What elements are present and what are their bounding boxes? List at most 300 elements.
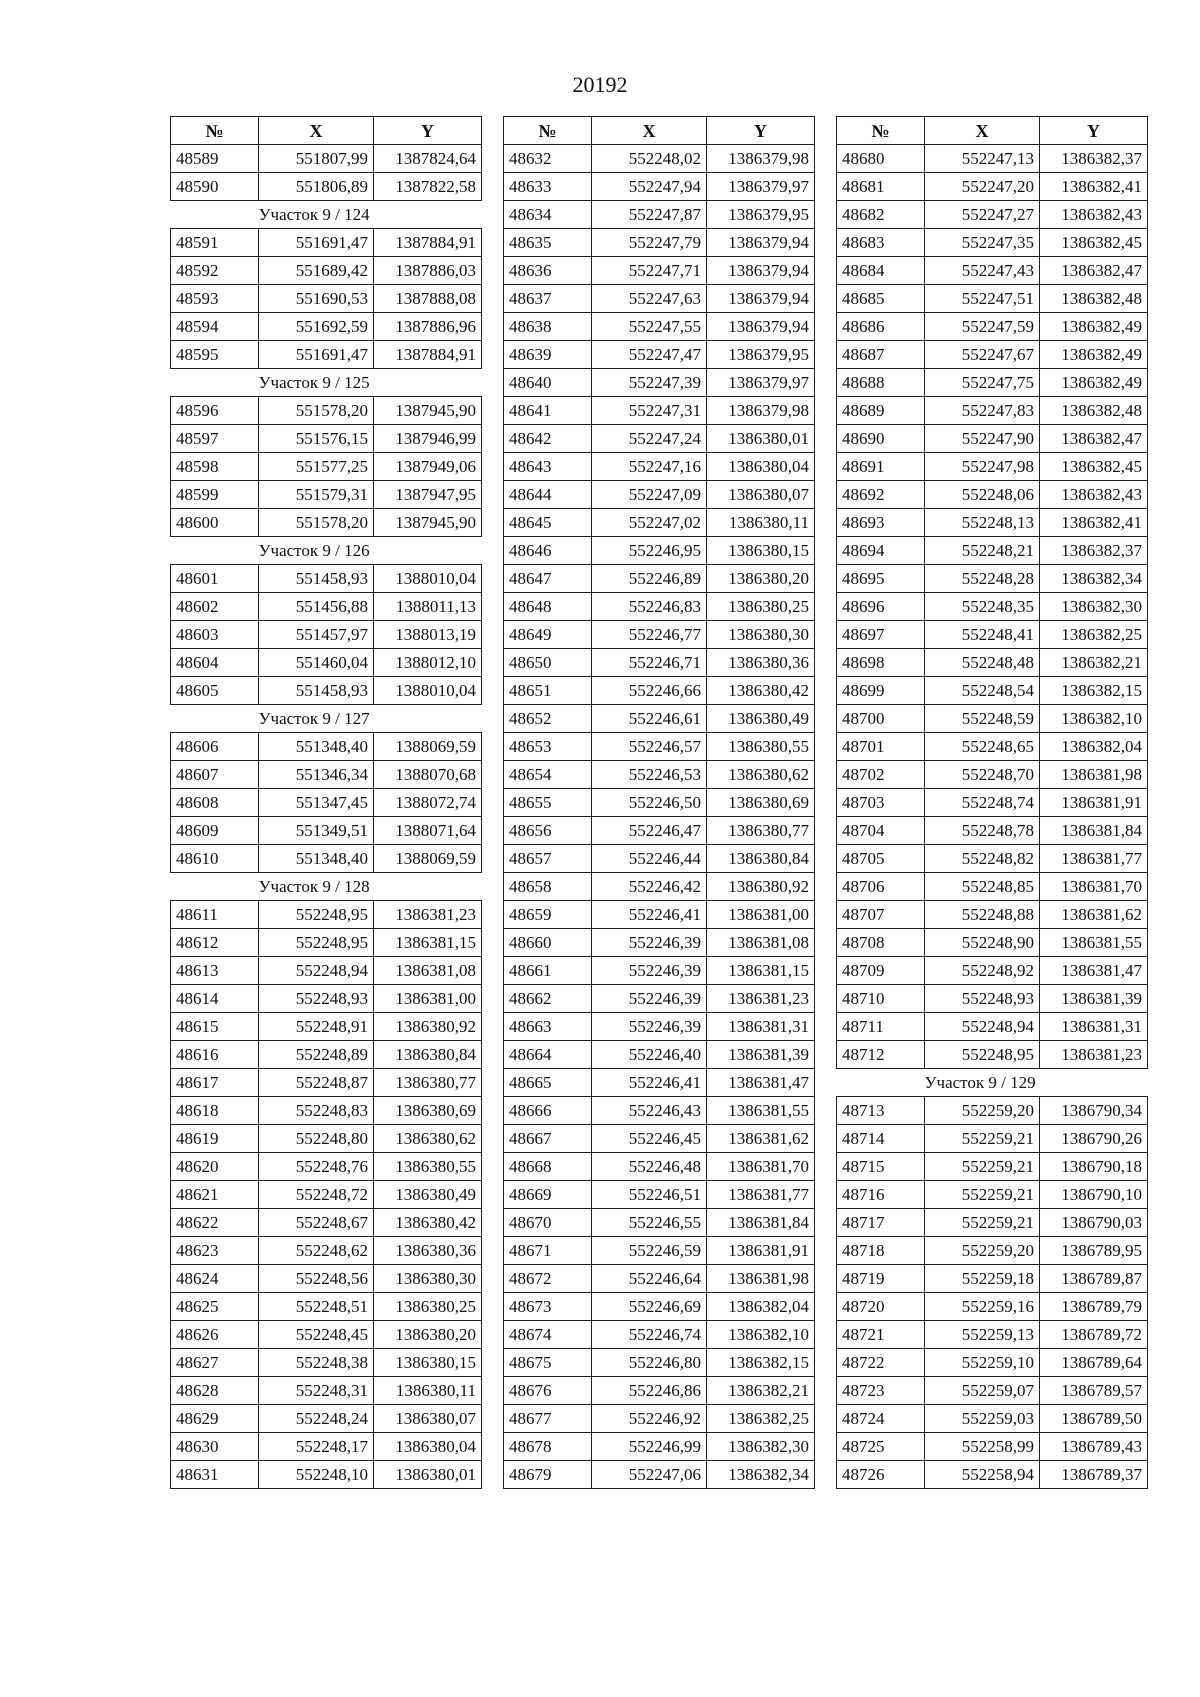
x-coordinate-cell: 552246,77 (592, 621, 707, 649)
x-coordinate-cell: 552248,24 (259, 1405, 374, 1433)
x-coordinate-cell: 552248,72 (259, 1181, 374, 1209)
x-coordinate-cell: 551347,45 (259, 789, 374, 817)
point-number-cell: 48650 (504, 649, 592, 677)
table-row (504, 229, 815, 257)
y-coordinate-cell: 1386379,94 (707, 285, 815, 313)
x-coordinate-cell: 552246,41 (592, 901, 707, 929)
y-coordinate-cell: 1387945,90 (374, 397, 482, 425)
table-row (504, 817, 815, 845)
point-number-cell: 48698 (837, 649, 925, 677)
x-coordinate-cell: 552248,83 (259, 1097, 374, 1125)
x-coordinate-cell: 552248,94 (925, 1013, 1040, 1041)
x-coordinate-cell: 552248,95 (259, 929, 374, 957)
x-coordinate-cell: 551348,40 (259, 733, 374, 761)
table-row (837, 313, 1148, 341)
y-coordinate-cell: 1386382,34 (707, 1461, 815, 1489)
table-row (171, 313, 482, 341)
table-row (837, 1013, 1148, 1041)
point-number-cell: 48595 (171, 341, 259, 369)
point-number-cell: 48625 (171, 1293, 259, 1321)
table-row (504, 1041, 815, 1069)
y-coordinate-cell: 1388069,59 (374, 733, 482, 761)
table-header-row (837, 117, 1148, 145)
point-number-cell: 48610 (171, 845, 259, 873)
x-coordinate-cell: 552246,45 (592, 1125, 707, 1153)
y-coordinate-cell: 1386380,84 (707, 845, 815, 873)
x-coordinate-cell: 552248,35 (925, 593, 1040, 621)
point-number-cell: 48596 (171, 397, 259, 425)
x-coordinate-cell: 551346,34 (259, 761, 374, 789)
table-row (837, 201, 1148, 229)
point-number-cell: 48680 (837, 145, 925, 173)
x-coordinate-cell: 552246,39 (592, 1013, 707, 1041)
table-row (171, 257, 482, 285)
point-number-cell: 48712 (837, 1041, 925, 1069)
table-row (837, 621, 1148, 649)
table-row (504, 453, 815, 481)
table-row (504, 1405, 815, 1433)
table-row (171, 425, 482, 453)
x-coordinate-cell: 552247,06 (592, 1461, 707, 1489)
point-number-cell: 48679 (504, 1461, 592, 1489)
y-coordinate-cell: 1386380,69 (374, 1097, 482, 1125)
table-row (837, 537, 1148, 565)
point-number-cell: 48716 (837, 1181, 925, 1209)
y-coordinate-cell: 1386379,94 (707, 313, 815, 341)
y-coordinate-cell: 1386379,94 (707, 257, 815, 285)
point-number-cell: 48634 (504, 201, 592, 229)
y-coordinate-cell: 1386382,47 (1040, 425, 1148, 453)
point-number-cell: 48645 (504, 509, 592, 537)
x-coordinate-cell: 552248,82 (925, 845, 1040, 873)
column-header-x: X (592, 117, 707, 145)
x-coordinate-cell: 552246,47 (592, 817, 707, 845)
point-number-cell: 48707 (837, 901, 925, 929)
point-number-cell: 48724 (837, 1405, 925, 1433)
table-row (504, 1461, 815, 1489)
x-coordinate-cell: 552247,43 (925, 257, 1040, 285)
y-coordinate-cell: 1386379,95 (707, 341, 815, 369)
table-row (837, 1293, 1148, 1321)
y-coordinate-cell: 1386381,55 (707, 1097, 815, 1125)
table-row (171, 397, 482, 425)
point-number-cell: 48676 (504, 1377, 592, 1405)
point-number-cell: 48673 (504, 1293, 592, 1321)
table-row (837, 957, 1148, 985)
x-coordinate-cell: 552246,80 (592, 1349, 707, 1377)
point-number-cell: 48646 (504, 537, 592, 565)
point-number-cell: 48701 (837, 733, 925, 761)
table-row (837, 369, 1148, 397)
point-number-cell: 48714 (837, 1125, 925, 1153)
table-row (171, 173, 482, 201)
y-coordinate-cell: 1386381,47 (1040, 957, 1148, 985)
x-coordinate-cell: 551691,47 (259, 341, 374, 369)
point-number-cell: 48677 (504, 1405, 592, 1433)
y-coordinate-cell: 1388010,04 (374, 565, 482, 593)
x-coordinate-cell: 552248,94 (259, 957, 374, 985)
table-row (504, 341, 815, 369)
y-coordinate-cell: 1386382,48 (1040, 397, 1148, 425)
x-coordinate-cell: 552246,61 (592, 705, 707, 733)
y-coordinate-cell: 1386789,72 (1040, 1321, 1148, 1349)
x-coordinate-cell: 552247,63 (592, 285, 707, 313)
point-number-cell: 48603 (171, 621, 259, 649)
point-number-cell: 48668 (504, 1153, 592, 1181)
x-coordinate-cell: 551460,04 (259, 649, 374, 677)
point-number-cell: 48626 (171, 1321, 259, 1349)
point-number-cell: 48670 (504, 1209, 592, 1237)
y-coordinate-cell: 1386380,11 (707, 509, 815, 537)
table-row (171, 1405, 482, 1433)
table-row (171, 761, 482, 789)
table-row (171, 1377, 482, 1405)
y-coordinate-cell: 1386790,03 (1040, 1209, 1148, 1237)
y-coordinate-cell: 1386382,15 (707, 1349, 815, 1377)
table-row (504, 761, 815, 789)
table-row (171, 789, 482, 817)
table-row (837, 761, 1148, 789)
y-coordinate-cell: 1388072,74 (374, 789, 482, 817)
table-row (504, 733, 815, 761)
point-number-cell: 48600 (171, 509, 259, 537)
point-number-cell: 48591 (171, 229, 259, 257)
column-header-y: Y (707, 117, 815, 145)
point-number-cell: 48642 (504, 425, 592, 453)
point-number-cell: 48718 (837, 1237, 925, 1265)
table-row (837, 1321, 1148, 1349)
point-number-cell: 48681 (837, 173, 925, 201)
table-row (837, 1377, 1148, 1405)
point-number-cell: 48675 (504, 1349, 592, 1377)
point-number-cell: 48705 (837, 845, 925, 873)
x-coordinate-cell: 552246,71 (592, 649, 707, 677)
x-coordinate-cell: 551692,59 (259, 313, 374, 341)
point-number-cell: 48694 (837, 537, 925, 565)
point-number-cell: 48715 (837, 1153, 925, 1181)
x-coordinate-cell: 551457,97 (259, 621, 374, 649)
table-row (837, 1209, 1148, 1237)
point-number-cell: 48664 (504, 1041, 592, 1069)
x-coordinate-cell: 552246,66 (592, 677, 707, 705)
section-row (171, 873, 482, 901)
y-coordinate-cell: 1386381,23 (707, 985, 815, 1013)
point-number-cell: 48687 (837, 341, 925, 369)
x-coordinate-cell: 551690,53 (259, 285, 374, 313)
table-row (171, 593, 482, 621)
x-coordinate-cell: 552246,50 (592, 789, 707, 817)
y-coordinate-cell: 1388071,64 (374, 817, 482, 845)
table-row (171, 1013, 482, 1041)
point-number-cell: 48622 (171, 1209, 259, 1237)
point-number-cell: 48719 (837, 1265, 925, 1293)
point-number-cell: 48703 (837, 789, 925, 817)
x-coordinate-cell: 552248,91 (259, 1013, 374, 1041)
y-coordinate-cell: 1386382,47 (1040, 257, 1148, 285)
x-coordinate-cell: 552259,21 (925, 1153, 1040, 1181)
point-number-cell: 48695 (837, 565, 925, 593)
y-coordinate-cell: 1386381,62 (1040, 901, 1148, 929)
y-coordinate-cell: 1386380,20 (374, 1321, 482, 1349)
x-coordinate-cell: 552246,59 (592, 1237, 707, 1265)
point-number-cell: 48648 (504, 593, 592, 621)
point-number-cell: 48639 (504, 341, 592, 369)
x-coordinate-cell: 551806,89 (259, 173, 374, 201)
y-coordinate-cell: 1386381,31 (707, 1013, 815, 1041)
point-number-cell: 48690 (837, 425, 925, 453)
table-row (171, 929, 482, 957)
point-number-cell: 48683 (837, 229, 925, 257)
x-coordinate-cell: 552248,78 (925, 817, 1040, 845)
x-coordinate-cell: 551689,42 (259, 257, 374, 285)
y-coordinate-cell: 1386380,04 (707, 453, 815, 481)
x-coordinate-cell: 551577,25 (259, 453, 374, 481)
y-coordinate-cell: 1386380,77 (374, 1069, 482, 1097)
table-row (504, 1097, 815, 1125)
section-title: Участок 9 / 127 (171, 705, 482, 733)
point-number-cell: 48666 (504, 1097, 592, 1125)
table-row (171, 817, 482, 845)
y-coordinate-cell: 1386381,08 (707, 929, 815, 957)
x-coordinate-cell: 552247,24 (592, 425, 707, 453)
x-coordinate-cell: 552248,51 (259, 1293, 374, 1321)
section-title: Участок 9 / 126 (171, 537, 482, 565)
table-row (504, 397, 815, 425)
table-row (171, 1237, 482, 1265)
x-coordinate-cell: 551578,20 (259, 509, 374, 537)
x-coordinate-cell: 552247,13 (925, 145, 1040, 173)
table-row (171, 985, 482, 1013)
point-number-cell: 48637 (504, 285, 592, 313)
y-coordinate-cell: 1386381,31 (1040, 1013, 1148, 1041)
table-row (171, 1265, 482, 1293)
x-coordinate-cell: 552259,21 (925, 1125, 1040, 1153)
y-coordinate-cell: 1386382,49 (1040, 313, 1148, 341)
table-row (837, 425, 1148, 453)
y-coordinate-cell: 1386380,36 (374, 1237, 482, 1265)
x-coordinate-cell: 552248,21 (925, 537, 1040, 565)
x-coordinate-cell: 552247,09 (592, 481, 707, 509)
y-coordinate-cell: 1386379,94 (707, 229, 815, 257)
column-header-y: Y (374, 117, 482, 145)
table-row (504, 369, 815, 397)
x-coordinate-cell: 551579,31 (259, 481, 374, 509)
table-row (837, 1153, 1148, 1181)
x-coordinate-cell: 552247,71 (592, 257, 707, 285)
y-coordinate-cell: 1386380,55 (374, 1153, 482, 1181)
column-header-no: № (837, 117, 925, 145)
table-row (837, 1125, 1148, 1153)
y-coordinate-cell: 1386790,18 (1040, 1153, 1148, 1181)
x-coordinate-cell: 552248,65 (925, 733, 1040, 761)
point-number-cell: 48615 (171, 1013, 259, 1041)
point-number-cell: 48623 (171, 1237, 259, 1265)
point-number-cell: 48669 (504, 1181, 592, 1209)
y-coordinate-cell: 1388010,04 (374, 677, 482, 705)
table-row (837, 1349, 1148, 1377)
point-number-cell: 48672 (504, 1265, 592, 1293)
coordinates-table-3 (836, 116, 1148, 1489)
point-number-cell: 48693 (837, 509, 925, 537)
y-coordinate-cell: 1386380,20 (707, 565, 815, 593)
point-number-cell: 48611 (171, 901, 259, 929)
y-coordinate-cell: 1386382,41 (1040, 509, 1148, 537)
section-title: Участок 9 / 129 (837, 1069, 1148, 1097)
point-number-cell: 48594 (171, 313, 259, 341)
table-row (504, 1013, 815, 1041)
table-row (504, 929, 815, 957)
point-number-cell: 48612 (171, 929, 259, 957)
x-coordinate-cell: 552247,35 (925, 229, 1040, 257)
x-coordinate-cell: 551458,93 (259, 677, 374, 705)
x-coordinate-cell: 552248,89 (259, 1041, 374, 1069)
y-coordinate-cell: 1386382,04 (1040, 733, 1148, 761)
x-coordinate-cell: 552246,57 (592, 733, 707, 761)
x-coordinate-cell: 552246,51 (592, 1181, 707, 1209)
y-coordinate-cell: 1386380,69 (707, 789, 815, 817)
section-row (837, 1069, 1148, 1097)
point-number-cell: 48658 (504, 873, 592, 901)
y-coordinate-cell: 1386381,62 (707, 1125, 815, 1153)
y-coordinate-cell: 1386382,25 (1040, 621, 1148, 649)
y-coordinate-cell: 1386382,45 (1040, 453, 1148, 481)
point-number-cell: 48627 (171, 1349, 259, 1377)
table-row (171, 901, 482, 929)
x-coordinate-cell: 552248,70 (925, 761, 1040, 789)
x-coordinate-cell: 552246,64 (592, 1265, 707, 1293)
point-number-cell: 48606 (171, 733, 259, 761)
table-row (171, 1461, 482, 1489)
point-number-cell: 48710 (837, 985, 925, 1013)
table-row (837, 705, 1148, 733)
x-coordinate-cell: 552248,95 (925, 1041, 1040, 1069)
y-coordinate-cell: 1386381,39 (707, 1041, 815, 1069)
point-number-cell: 48593 (171, 285, 259, 313)
x-coordinate-cell: 552248,92 (925, 957, 1040, 985)
x-coordinate-cell: 552248,74 (925, 789, 1040, 817)
y-coordinate-cell: 1386381,47 (707, 1069, 815, 1097)
table-row (837, 481, 1148, 509)
table-row (837, 1181, 1148, 1209)
point-number-cell: 48619 (171, 1125, 259, 1153)
table-row (504, 1237, 815, 1265)
y-coordinate-cell: 1386381,98 (707, 1265, 815, 1293)
table-row (837, 929, 1148, 957)
point-number-cell: 48706 (837, 873, 925, 901)
table-row (837, 397, 1148, 425)
table-row (837, 509, 1148, 537)
point-number-cell: 48597 (171, 425, 259, 453)
table-row (504, 649, 815, 677)
table-row (837, 1433, 1148, 1461)
x-coordinate-cell: 552246,40 (592, 1041, 707, 1069)
table-row (837, 229, 1148, 257)
x-coordinate-cell: 552248,10 (259, 1461, 374, 1489)
table-row (171, 845, 482, 873)
y-coordinate-cell: 1386379,98 (707, 145, 815, 173)
table-row (837, 1041, 1148, 1069)
y-coordinate-cell: 1386380,04 (374, 1433, 482, 1461)
point-number-cell: 48654 (504, 761, 592, 789)
point-number-cell: 48628 (171, 1377, 259, 1405)
table-row (504, 313, 815, 341)
point-number-cell: 48651 (504, 677, 592, 705)
table-row (504, 1069, 815, 1097)
point-number-cell: 48590 (171, 173, 259, 201)
y-coordinate-cell: 1388070,68 (374, 761, 482, 789)
table-row (837, 845, 1148, 873)
y-coordinate-cell: 1386789,50 (1040, 1405, 1148, 1433)
point-number-cell: 48702 (837, 761, 925, 789)
table-row (171, 1097, 482, 1125)
x-coordinate-cell: 552247,20 (925, 173, 1040, 201)
y-coordinate-cell: 1386381,84 (707, 1209, 815, 1237)
y-coordinate-cell: 1386382,21 (1040, 649, 1148, 677)
y-coordinate-cell: 1386789,37 (1040, 1461, 1148, 1489)
y-coordinate-cell: 1387886,03 (374, 257, 482, 285)
y-coordinate-cell: 1386380,36 (707, 649, 815, 677)
point-number-cell: 48605 (171, 677, 259, 705)
x-coordinate-cell: 552247,83 (925, 397, 1040, 425)
x-coordinate-cell: 552259,20 (925, 1237, 1040, 1265)
x-coordinate-cell: 552246,89 (592, 565, 707, 593)
y-coordinate-cell: 1387824,64 (374, 145, 482, 173)
y-coordinate-cell: 1386380,30 (707, 621, 815, 649)
point-number-cell: 48630 (171, 1433, 259, 1461)
x-coordinate-cell: 552247,16 (592, 453, 707, 481)
table-row (504, 845, 815, 873)
y-coordinate-cell: 1386381,23 (1040, 1041, 1148, 1069)
x-coordinate-cell: 552248,54 (925, 677, 1040, 705)
y-coordinate-cell: 1386381,70 (707, 1153, 815, 1181)
x-coordinate-cell: 552248,02 (592, 145, 707, 173)
table-row (504, 425, 815, 453)
x-coordinate-cell: 551691,47 (259, 229, 374, 257)
point-number-cell: 48657 (504, 845, 592, 873)
point-number-cell: 48602 (171, 593, 259, 621)
x-coordinate-cell: 552248,17 (259, 1433, 374, 1461)
table-row (837, 1097, 1148, 1125)
table-row (837, 341, 1148, 369)
table-row (504, 1181, 815, 1209)
table-row (171, 481, 482, 509)
y-coordinate-cell: 1386789,64 (1040, 1349, 1148, 1377)
y-coordinate-cell: 1386380,15 (707, 537, 815, 565)
y-coordinate-cell: 1386380,25 (374, 1293, 482, 1321)
point-number-cell: 48725 (837, 1433, 925, 1461)
point-number-cell: 48641 (504, 397, 592, 425)
y-coordinate-cell: 1388012,10 (374, 649, 482, 677)
section-row (171, 705, 482, 733)
x-coordinate-cell: 552247,67 (925, 341, 1040, 369)
section-row (171, 369, 482, 397)
y-coordinate-cell: 1386379,97 (707, 173, 815, 201)
table-row (504, 789, 815, 817)
y-coordinate-cell: 1386381,15 (707, 957, 815, 985)
point-number-cell: 48618 (171, 1097, 259, 1125)
point-number-cell: 48663 (504, 1013, 592, 1041)
y-coordinate-cell: 1388011,13 (374, 593, 482, 621)
point-number-cell: 48607 (171, 761, 259, 789)
y-coordinate-cell: 1386381,98 (1040, 761, 1148, 789)
x-coordinate-cell: 552247,31 (592, 397, 707, 425)
table-row (171, 229, 482, 257)
x-coordinate-cell: 552248,85 (925, 873, 1040, 901)
x-coordinate-cell: 552247,55 (592, 313, 707, 341)
y-coordinate-cell: 1386380,42 (374, 1209, 482, 1237)
x-coordinate-cell: 552247,90 (925, 425, 1040, 453)
y-coordinate-cell: 1386382,49 (1040, 341, 1148, 369)
